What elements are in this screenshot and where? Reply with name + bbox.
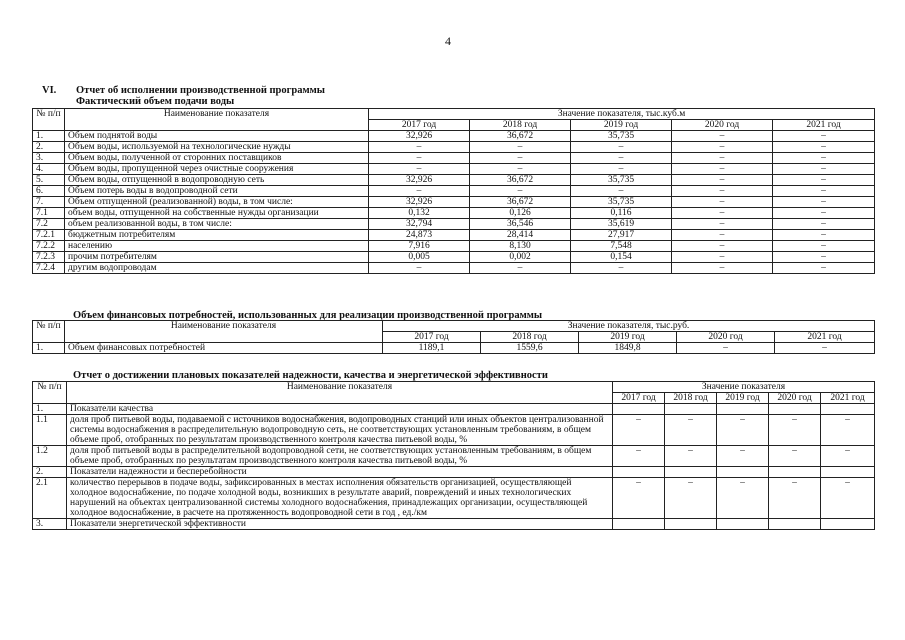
table-row bbox=[33, 478, 875, 519]
year-header: 2020 год bbox=[677, 332, 775, 343]
col-name-header: Наименование показателя bbox=[67, 382, 613, 404]
value-cell: – bbox=[613, 478, 665, 519]
year-header: 2021 год bbox=[775, 332, 875, 343]
value-cell: – bbox=[672, 230, 773, 241]
value-cell: – bbox=[773, 164, 875, 175]
empty-cell bbox=[717, 467, 769, 478]
value-cell: 35,735 bbox=[571, 197, 672, 208]
year-header: 2018 год bbox=[481, 332, 579, 343]
empty-cell bbox=[613, 519, 665, 530]
table-row bbox=[33, 142, 875, 153]
empty-cell bbox=[613, 404, 665, 415]
table-row bbox=[33, 131, 875, 142]
value-cell: – bbox=[773, 230, 875, 241]
row-number: 7. bbox=[33, 197, 65, 208]
year-header: 2021 год bbox=[773, 120, 875, 131]
row-name: Объем потерь воды в водопроводной сети bbox=[65, 186, 369, 197]
value-cell: – bbox=[773, 131, 875, 142]
row-name: Объем отпущенной (реализованной) воды, в том числе: bbox=[65, 197, 369, 208]
row-number: 1. bbox=[33, 131, 65, 142]
table-row bbox=[33, 197, 875, 208]
value-cell: – bbox=[717, 446, 769, 467]
row-number: 1. bbox=[33, 343, 65, 354]
row-number: 6. bbox=[33, 186, 65, 197]
value-cell: – bbox=[773, 197, 875, 208]
table-row bbox=[33, 164, 875, 175]
empty-cell bbox=[665, 404, 717, 415]
value-cell: – bbox=[665, 446, 717, 467]
value-cell: 36,546 bbox=[470, 219, 571, 230]
value-cell: – bbox=[571, 153, 672, 164]
section-title: Отчет об исполнении производственной программы bbox=[76, 85, 326, 96]
row-name: Показатели энергетической эффективности bbox=[67, 519, 613, 530]
year-header: 2018 год bbox=[470, 120, 571, 131]
row-name: Показатели надежности и бесперебойности bbox=[67, 467, 613, 478]
value-cell: – bbox=[470, 164, 571, 175]
table-row bbox=[33, 467, 875, 478]
value-cell: – bbox=[470, 263, 571, 274]
value-cell: 35,735 bbox=[571, 131, 672, 142]
value-cell: 36,672 bbox=[470, 175, 571, 186]
row-name: объем воды, отпущенной на собственные нужды организации bbox=[65, 208, 369, 219]
table-row bbox=[33, 404, 875, 415]
value-cell: 35,735 bbox=[571, 175, 672, 186]
value-cell: – bbox=[571, 164, 672, 175]
year-header: 2020 год bbox=[672, 120, 773, 131]
row-number: 7.2.4 bbox=[33, 263, 65, 274]
empty-cell bbox=[769, 404, 821, 415]
col-num-header: № п/п bbox=[33, 382, 67, 404]
row-name: прочим потребителям bbox=[65, 252, 369, 263]
value-cell: – bbox=[470, 186, 571, 197]
value-cell: – bbox=[773, 208, 875, 219]
table-row bbox=[33, 219, 875, 230]
value-cell: – bbox=[769, 415, 821, 446]
value-cell: – bbox=[717, 415, 769, 446]
row-number: 2. bbox=[33, 142, 65, 153]
year-header: 2018 год bbox=[665, 393, 717, 404]
col-name-header: Наименование показателя bbox=[65, 109, 369, 131]
value-cell: – bbox=[369, 142, 470, 153]
row-number: 1.1 bbox=[33, 415, 67, 446]
row-name: другим водопроводам bbox=[65, 263, 369, 274]
row-number: 2.1 bbox=[33, 478, 67, 519]
row-name: Показатели качества bbox=[67, 404, 613, 415]
row-name: доля проб питьевой воды в распределительной водопроводной сети, не соответствующих установленным требованиям, в общем объеме проб, отобранных по результатам производственного контроля качества питьевой воды, % bbox=[67, 446, 613, 467]
page-number: 4 bbox=[445, 34, 451, 48]
row-number: 7.2.1 bbox=[33, 230, 65, 241]
row-name: доля проб питьевой воды, подаваемой с источников водоснабжения, водопроводных станций или иных объектов централизованной системы водоснабжения в распределительную водопроводную сеть, не соответствующих установленным требованиям, в общем объеме проб, отобранных по результатам производственного контроля качества питьевой воды, % bbox=[67, 415, 613, 446]
indicators-table bbox=[32, 381, 875, 530]
finance-table bbox=[32, 320, 875, 354]
table-row bbox=[33, 230, 875, 241]
value-cell: – bbox=[672, 252, 773, 263]
table-row bbox=[33, 343, 875, 354]
year-header: 2017 год bbox=[613, 393, 665, 404]
value-cell: – bbox=[672, 219, 773, 230]
row-name: количество перерывов в подаче воды, зафиксированных в местах исполнения обязательств организацией, осуществляющей холодное водоснабжение, по подаче холодной воды, возникших в результате аварий, повреждений и иных технологических нарушений на объектах централизованной системы холодного водоснабжения, принадлежащих организации, осуществляющей холодное водоснабжение, в расчете на протяженность водопроводной сети в год , ед./км bbox=[67, 478, 613, 519]
col-group-header: Значение показателя, тыс.куб.м bbox=[369, 109, 875, 120]
value-cell: 32,794 bbox=[369, 219, 470, 230]
value-cell: – bbox=[613, 415, 665, 446]
year-header: 2019 год bbox=[717, 393, 769, 404]
value-cell: 36,672 bbox=[470, 197, 571, 208]
finance-table-title: Объем финансовых потребностей, использованных для реализации производственной программы bbox=[73, 310, 543, 321]
value-cell: – bbox=[769, 446, 821, 467]
empty-cell bbox=[769, 467, 821, 478]
value-cell: 1849,8 bbox=[579, 343, 677, 354]
value-cell: – bbox=[672, 241, 773, 252]
value-cell: – bbox=[672, 153, 773, 164]
table-row bbox=[33, 415, 875, 446]
value-cell: – bbox=[677, 343, 775, 354]
value-cell: – bbox=[773, 263, 875, 274]
row-number: 7.2.2 bbox=[33, 241, 65, 252]
value-cell: – bbox=[672, 263, 773, 274]
value-cell: – bbox=[821, 478, 875, 519]
empty-cell bbox=[665, 467, 717, 478]
empty-cell bbox=[821, 404, 875, 415]
value-cell: – bbox=[672, 131, 773, 142]
year-header: 2017 год bbox=[369, 120, 470, 131]
table-row bbox=[33, 153, 875, 164]
empty-cell bbox=[717, 404, 769, 415]
col-num-header: № п/п bbox=[33, 109, 65, 131]
row-name: бюджетным потребителям bbox=[65, 230, 369, 241]
empty-cell bbox=[769, 519, 821, 530]
row-name: Объем поднятой воды bbox=[65, 131, 369, 142]
value-cell: 0,116 bbox=[571, 208, 672, 219]
value-cell: – bbox=[773, 219, 875, 230]
value-cell: 8,130 bbox=[470, 241, 571, 252]
value-cell: – bbox=[470, 142, 571, 153]
year-header: 2017 год bbox=[383, 332, 481, 343]
value-cell: 28,414 bbox=[470, 230, 571, 241]
row-number: 4. bbox=[33, 164, 65, 175]
table-row bbox=[33, 519, 875, 530]
value-cell: – bbox=[672, 186, 773, 197]
table-row bbox=[33, 263, 875, 274]
value-cell: 0,154 bbox=[571, 252, 672, 263]
value-cell: – bbox=[665, 415, 717, 446]
value-cell: – bbox=[773, 186, 875, 197]
value-cell: – bbox=[769, 478, 821, 519]
row-number: 1.2 bbox=[33, 446, 67, 467]
row-name: населению bbox=[65, 241, 369, 252]
year-header: 2019 год bbox=[579, 332, 677, 343]
row-number: 3. bbox=[33, 519, 67, 530]
value-cell: – bbox=[571, 142, 672, 153]
col-group-header: Значение показателя, тыс.руб. bbox=[383, 321, 875, 332]
row-number: 3. bbox=[33, 153, 65, 164]
table-row bbox=[33, 252, 875, 263]
value-cell: 24,873 bbox=[369, 230, 470, 241]
value-cell: – bbox=[821, 415, 875, 446]
row-number: 2. bbox=[33, 467, 67, 478]
value-cell: 0,002 bbox=[470, 252, 571, 263]
value-cell: – bbox=[773, 252, 875, 263]
value-cell: 1559,6 bbox=[481, 343, 579, 354]
value-cell: – bbox=[821, 446, 875, 467]
table-row bbox=[33, 208, 875, 219]
value-cell: – bbox=[470, 153, 571, 164]
table-row bbox=[33, 186, 875, 197]
value-cell: – bbox=[773, 142, 875, 153]
value-cell: 1189,1 bbox=[383, 343, 481, 354]
row-name: Объем воды, пропущенной через очистные сооружения bbox=[65, 164, 369, 175]
water-supply-table bbox=[32, 108, 875, 274]
value-cell: 36,672 bbox=[470, 131, 571, 142]
value-cell: – bbox=[571, 186, 672, 197]
row-name: Объем финансовых потребностей bbox=[65, 343, 383, 354]
value-cell: – bbox=[369, 164, 470, 175]
value-cell: 7,548 bbox=[571, 241, 672, 252]
value-cell: – bbox=[665, 478, 717, 519]
empty-cell bbox=[821, 519, 875, 530]
section-subtitle: Фактический объем подачи воды bbox=[76, 96, 235, 107]
value-cell: – bbox=[773, 241, 875, 252]
value-cell: – bbox=[773, 175, 875, 186]
row-name: объем реализованной воды, в том числе: bbox=[65, 219, 369, 230]
empty-cell bbox=[821, 467, 875, 478]
empty-cell bbox=[717, 519, 769, 530]
value-cell: 27,917 bbox=[571, 230, 672, 241]
value-cell: 0,005 bbox=[369, 252, 470, 263]
row-name: Объем воды, полученной от сторонних поставщиков bbox=[65, 153, 369, 164]
empty-cell bbox=[613, 467, 665, 478]
year-header: 2021 год bbox=[821, 393, 875, 404]
year-header: 2020 год bbox=[769, 393, 821, 404]
value-cell: 7,916 bbox=[369, 241, 470, 252]
row-name: Объем воды, отпущенной в водопроводную сеть bbox=[65, 175, 369, 186]
table-row bbox=[33, 175, 875, 186]
value-cell: – bbox=[369, 186, 470, 197]
table-row bbox=[33, 446, 875, 467]
section-number: VI. bbox=[42, 85, 57, 96]
value-cell: – bbox=[775, 343, 875, 354]
col-group-header: Значение показателя bbox=[613, 382, 875, 393]
row-number: 5. bbox=[33, 175, 65, 186]
row-name: Объем воды, используемой на технологические нужды bbox=[65, 142, 369, 153]
value-cell: 35,619 bbox=[571, 219, 672, 230]
value-cell: 0,126 bbox=[470, 208, 571, 219]
value-cell: – bbox=[672, 197, 773, 208]
value-cell: 32,926 bbox=[369, 175, 470, 186]
value-cell: – bbox=[773, 153, 875, 164]
value-cell: – bbox=[369, 153, 470, 164]
col-name-header: Наименование показателя bbox=[65, 321, 383, 343]
year-header: 2019 год bbox=[571, 120, 672, 131]
row-number: 7.2.3 bbox=[33, 252, 65, 263]
value-cell: 32,926 bbox=[369, 197, 470, 208]
value-cell: – bbox=[672, 175, 773, 186]
empty-cell bbox=[665, 519, 717, 530]
row-number: 7.2 bbox=[33, 219, 65, 230]
indicators-table-title: Отчет о достижении плановых показателей надежности, качества и энергетической эффективности bbox=[73, 370, 548, 381]
row-number: 7.1 bbox=[33, 208, 65, 219]
value-cell: – bbox=[672, 164, 773, 175]
col-num-header: № п/п bbox=[33, 321, 65, 343]
value-cell: – bbox=[369, 263, 470, 274]
value-cell: – bbox=[672, 208, 773, 219]
value-cell: 0,132 bbox=[369, 208, 470, 219]
value-cell: – bbox=[717, 478, 769, 519]
value-cell: – bbox=[571, 263, 672, 274]
value-cell: – bbox=[672, 142, 773, 153]
value-cell: – bbox=[613, 446, 665, 467]
table-row bbox=[33, 241, 875, 252]
value-cell: 32,926 bbox=[369, 131, 470, 142]
row-number: 1. bbox=[33, 404, 67, 415]
